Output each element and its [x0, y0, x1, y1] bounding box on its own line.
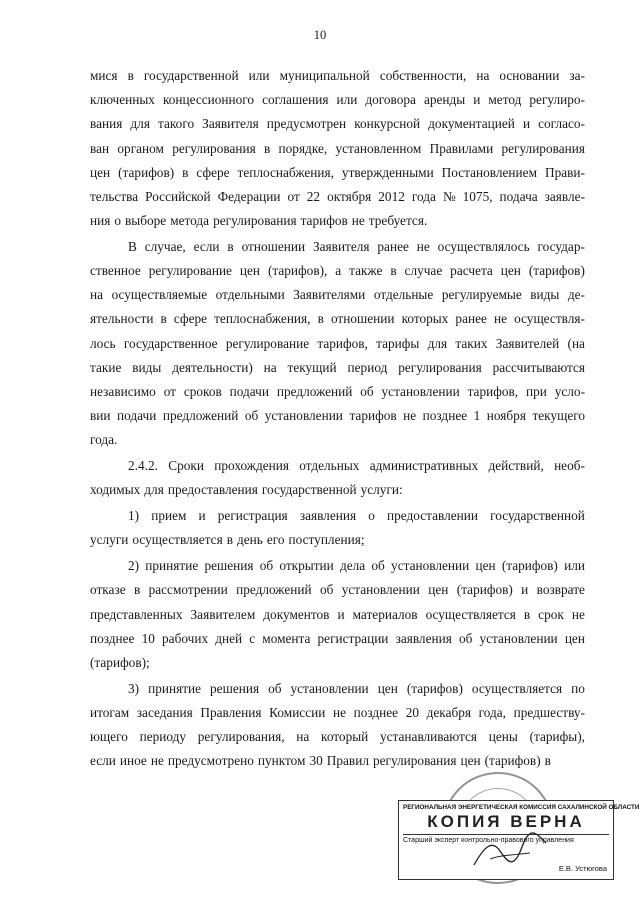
- text-line: вания для такого Заявителя предусмотрен конкурсной документацией и согласо-: [90, 116, 585, 132]
- text-line: ния о выборе метода регулирования тарифов не требуется.: [90, 213, 428, 229]
- paragraph: [90, 235, 585, 453]
- text-line: позднее 10 рабочих дней с момента регистрации заявления об установлении цен: [90, 630, 585, 646]
- text-line: ственное регулирование цен (тарифов), а также в случае расчета цен (тарифов): [90, 263, 585, 279]
- text-line: года.: [90, 432, 118, 448]
- text-line: цен (тарифов) в сфере теплоснабжения, утвержденными Постановлением Прави-: [90, 164, 585, 180]
- text-line: лось государственное регулирование тарифов, тарифы для таких Заявителей (на: [90, 335, 585, 351]
- text-line: 2) принятие решения об открытии дела об установлении цен (тарифов) или: [128, 558, 585, 574]
- text-line: ятельности в сфере теплоснабжения, в отношении которых ранее не осуществля-: [90, 311, 585, 327]
- stamp-position: Старший эксперт контрольно-правового управления: [403, 837, 574, 844]
- text-line: вии подачи предложений об установлении тарифов не позднее 1 ноября текущего: [90, 408, 585, 424]
- text-line: ющего периоду регулирования, на который устанавливаются цены (тарифы),: [90, 729, 585, 745]
- text-line: ходимых для предоставления государственной услуги:: [90, 482, 403, 498]
- text-line: на осуществляемые отдельными Заявителями отдельные регулируемые виды де-: [90, 287, 585, 303]
- page-number: 10: [313, 28, 327, 42]
- paragraph: [90, 504, 585, 552]
- text-line: ключенных концессионного соглашения или договора аренды и метод регулиро-: [90, 92, 585, 108]
- text-line: отказе в рассмотрении предложений об установлении цен (тарифов) и возврате: [90, 582, 585, 598]
- document-body: [90, 64, 585, 773]
- paragraph: [90, 677, 585, 774]
- text-line: ван органом регулирования в порядке, установленном Правилами регулирования: [90, 140, 585, 156]
- text-line: (тарифов);: [90, 654, 150, 670]
- stamp-organization: РЕГИОНАЛЬНАЯ ЭНЕРГЕТИЧЕСКАЯ КОМИССИЯ САХАЛИНСКОЙ ОБЛАСТИ: [403, 804, 640, 811]
- text-line: независимо от сроков подачи предложений об установлении тарифов, при усло-: [90, 384, 585, 400]
- text-line: тельства Российской Федерации от 22 октября 2012 года № 1075, подача заявле-: [90, 188, 585, 204]
- text-line: мися в государственной или муниципальной собственности, на основании за-: [90, 68, 585, 83]
- text-line: представленных Заявителем документов и материалов осуществляется в срок не: [90, 606, 585, 622]
- text-line: 2.4.2. Сроки прохождения отдельных административных действий, необ-: [128, 458, 585, 474]
- text-line: такие виды деятельности) на текущий период регулирования рассчитываются: [90, 359, 585, 375]
- text-line: 1) прием и регистрация заявления о предоставлении государственной: [128, 508, 585, 524]
- text-line: 3) принятие решения об установлении цен (тарифов) осуществляется по: [128, 680, 585, 696]
- paragraph: [90, 554, 585, 675]
- text-line: услуги осуществляется в день его поступления;: [90, 532, 365, 548]
- stamp-signer: Е.В. Устюгова: [558, 864, 607, 873]
- text-line: если иное не предусмотрено пунктом 30 Правил регулирования цен (тарифов) в: [90, 753, 551, 769]
- paragraph: [90, 64, 585, 233]
- certification-stamp: [398, 800, 640, 880]
- paragraph: [90, 454, 585, 502]
- text-line: итогам заседания Правления Комиссии не позднее 20 декабря года, предшеству-: [90, 704, 585, 720]
- text-line: В случае, если в отношении Заявителя ранее не осуществлялось государ-: [128, 238, 585, 254]
- stamp-title: КОПИЯ ВЕРНА: [427, 812, 585, 831]
